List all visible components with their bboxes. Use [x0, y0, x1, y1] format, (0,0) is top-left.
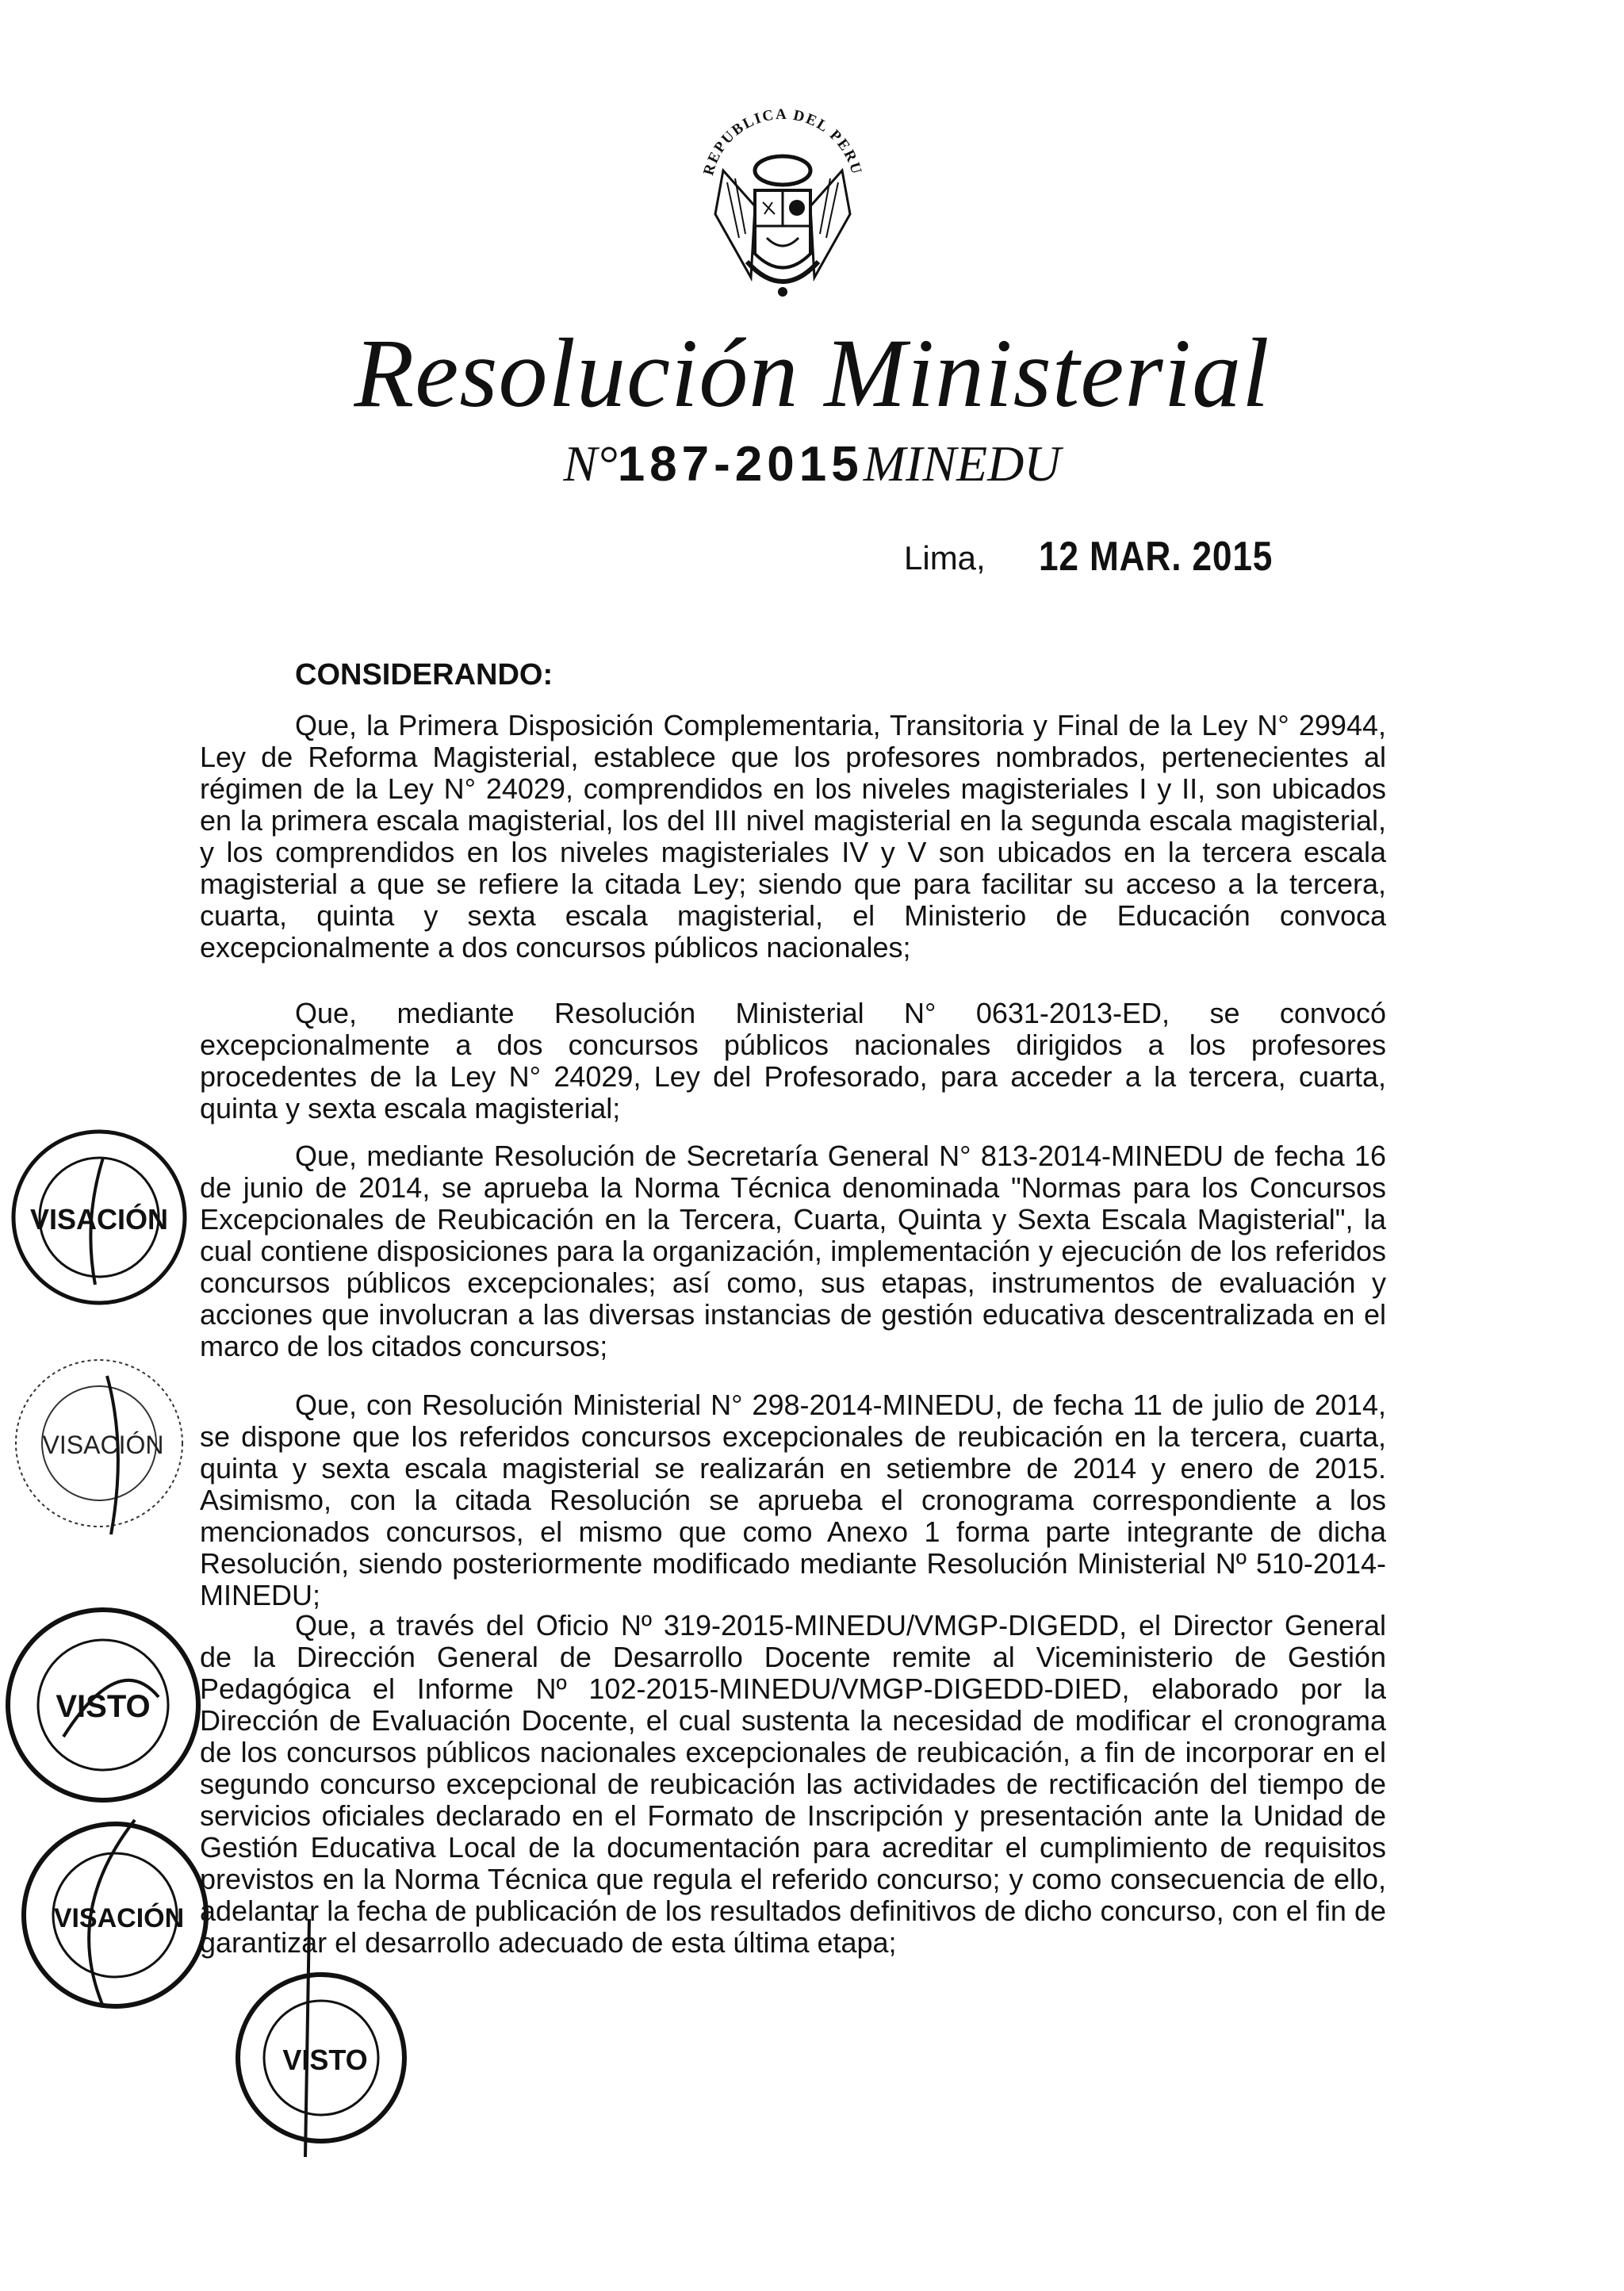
paragraph [200, 1610, 1386, 1959]
paragraph-text: Que, a través del Oficio Nº 319-2015-MINEDU/VMGP-DIGEDD, el Director General de la Dirección General de Desarrollo Docente remite al Viceministerio de Gestión Pedagógica el Informe Nº 102-2015-MINEDU/VMGP-DIGEDD-DIED, elaborado por la Dirección de Evaluación Docente, el cual sustenta la necesidad de modificar el cronograma de los concursos públicos nacionales excepcionales de reubicación, a fin de incorporar en el segundo concurso excepcional de reubicación las actividades de rectificación del tiempo de servicios oficiales declarado en el Formato de Inscripción y presentación ante la Unidad de Gestión Educativa Local de la documentación para acreditar el cumplimiento de requisitos previstos en la Norma Técnica que regula el referido concurso; y como consecuencia de ello, adelantar la fecha de publicación de los resultados definitivos de dicho concurso, con el fin de garantizar el desarrollo adecuado de esta última etapa; [200, 1609, 1386, 1959]
visacion-stamp-direccion [16, 1816, 214, 2014]
place-label: Lima, [904, 539, 986, 577]
crest-arc-text: REPUBLICA DEL PERU [700, 105, 865, 178]
coat-of-arms-emblem [691, 95, 874, 309]
resolution-number-suffix: MINEDU [863, 435, 1061, 492]
svg-text:VISTO: VISTO [282, 2044, 368, 2076]
svg-text:VISACIÓN: VISACIÓN [53, 1903, 185, 1933]
resolution-number-prefix: N° [563, 435, 618, 492]
svg-text:REPUBLICA DEL PERU [700, 106, 865, 178]
svg-text:VISACIÓN: VISACIÓN [42, 1431, 164, 1459]
date-stamp: 12 MAR. 2015 [1039, 534, 1274, 580]
svg-text:VISTO: VISTO [56, 1689, 151, 1724]
visacion-stamp [8, 1126, 190, 1308]
paragraph [200, 1389, 1386, 1611]
paragraph-text: Que, mediante Resolución Ministerial N° 0631-2013-ED, se convocó excepcionalmente a dos concursos públicos nacionales dirigidos a los profesores procedentes de la Ley N° 24029, Ley del Profesorado, para acceder a la tercera, cuarta, quinta y sexta escala magisterial; [200, 997, 1386, 1124]
document-title: Resolución Ministerial [354, 319, 1270, 427]
paragraph [200, 1140, 1386, 1362]
paragraph [200, 710, 1386, 964]
visto-stamp-legal [0, 1602, 206, 1808]
paragraph [200, 998, 1386, 1124]
paragraph-text: Que, la Primera Disposición Complementaria, Transitoria y Final de la Ley N° 29944, Ley de Reforma Magisterial, establece que los profesores nombrados, pertenecientes al régimen de la Ley N° 24029, comprendidos en los niveles magisteriales I y II, son ubicados en la primera escala magisterial, los del III nivel magisterial en la segunda escala magisterial, y los comprendidos en los niveles magisteriales IV y V son ubicados en la tercera escala magisterial a que se refiere la citada Ley; siendo que para facilitar su acceso a la tercera, cuarta, quinta y sexta escala magisterial, el Ministerio de Educación convoca excepcionalmente a dos concursos públicos nacionales; [200, 709, 1386, 964]
resolution-number-value: 187-2015 [617, 437, 864, 492]
visacion-stamp-dotted [8, 1352, 190, 1534]
svg-text:VISACIÓN: VISACIÓN [29, 1203, 169, 1236]
paragraph-text: Que, con Resolución Ministerial N° 298-2014-MINEDU, de fecha 11 de julio de 2014, se dispone que los referidos concursos excepcionales de reubicación en la tercera, cuarta, quinta y sexta escala magisterial se realizarán en setiembre de 2014 y enero de 2015. Asimismo, con la citada Resolución se aprueba el cronograma correspondiente a los mencionados concursos, el mismo que como Anexo 1 forma parte integrante de dicha Resolución, siendo posteriormente modificado mediante Resolución Ministerial Nº 510-2014-MINEDU; [200, 1389, 1386, 1611]
section-heading: CONSIDERANDO: [295, 658, 553, 692]
visto-stamp-secretaria [230, 1919, 412, 2157]
resolution-number [0, 435, 1624, 493]
paragraph-text: Que, mediante Resolución de Secretaría General N° 813-2014-MINEDU de fecha 16 de junio de 2014, se aprueba la Norma Técnica denominada "Normas para los Concursos Excepcionales de Reubicación en la Tercera, Cuarta, Quinta y Sexta Escala Magisterial", la cual contiene disposiciones para la organización, implementación y ejecución de los referidos concursos públicos excepcionales; así como, sus etapas, instrumentos de evaluación y acciones que involucran a las diversas instancias de gestión educativa descentralizada en el marco de los citados concursos; [200, 1140, 1386, 1362]
